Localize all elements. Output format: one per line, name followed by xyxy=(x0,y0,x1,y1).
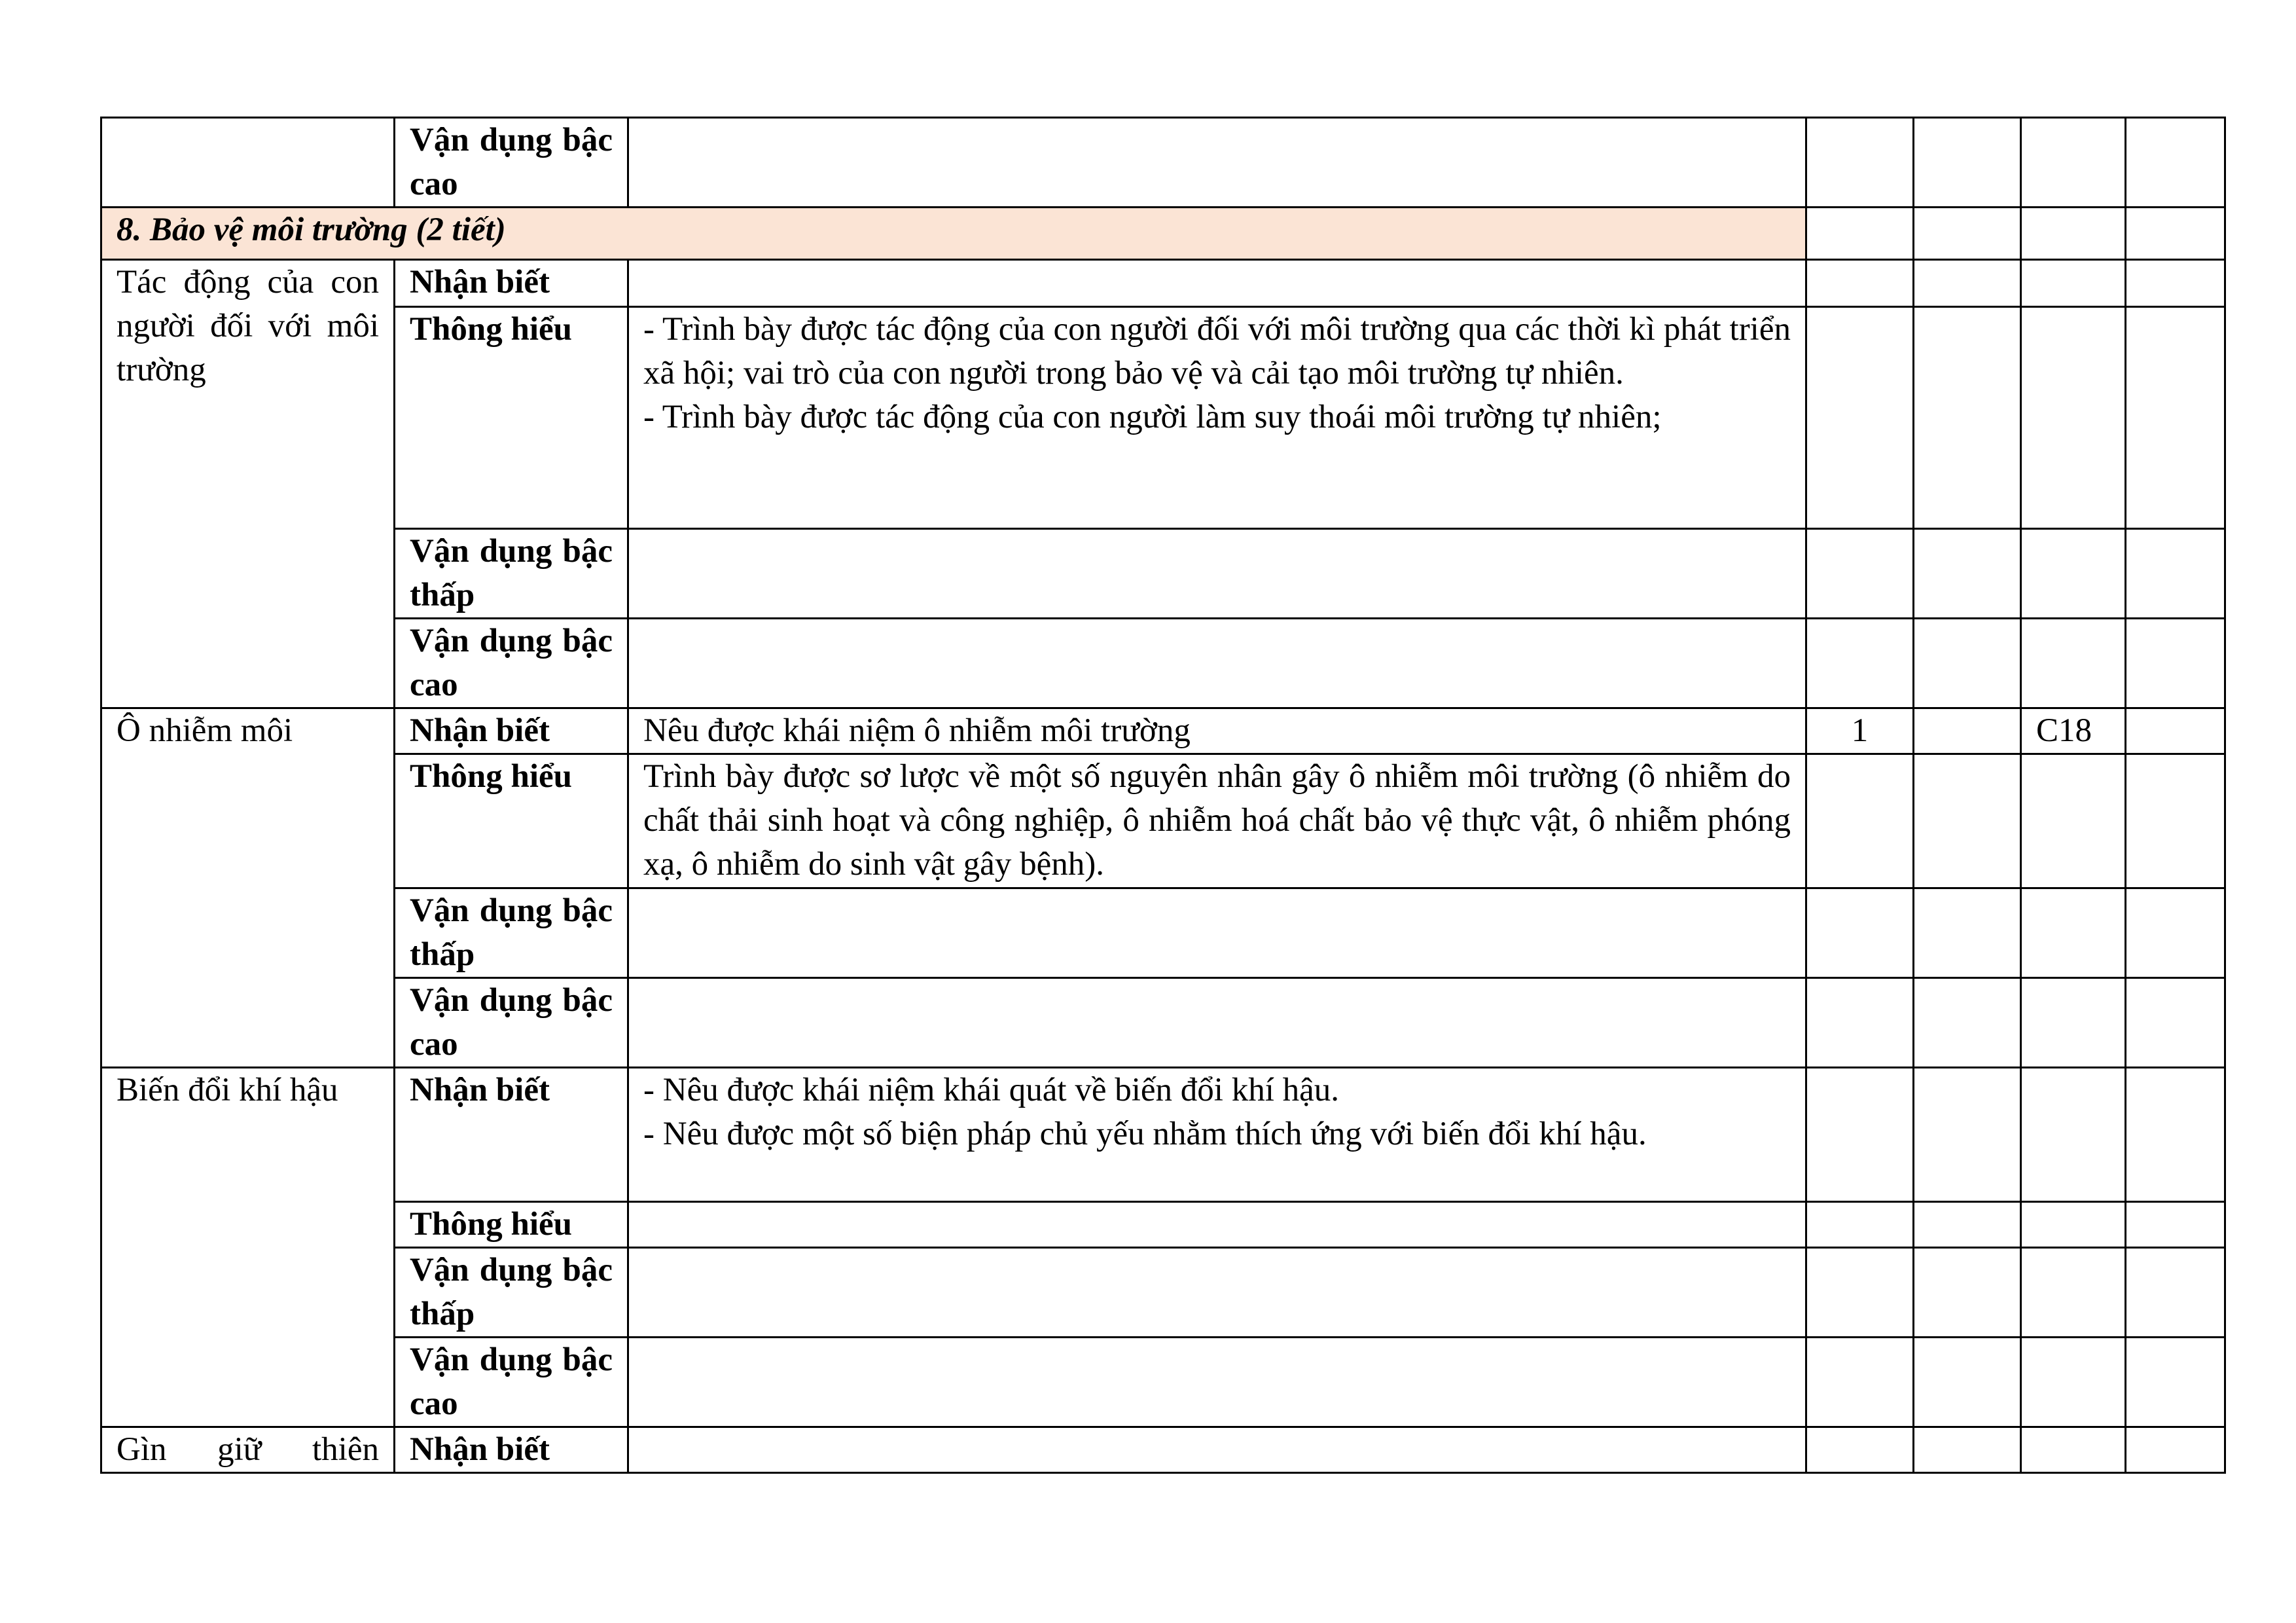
table-row xyxy=(101,1068,2225,1202)
table-row xyxy=(101,754,2225,888)
table-row xyxy=(101,260,2225,307)
count-cell xyxy=(2021,1427,2126,1473)
count-cell xyxy=(2021,1202,2126,1248)
description-cell xyxy=(628,1248,1806,1338)
level-van-dung-cao: Vận dụng bậc cao xyxy=(395,619,628,708)
topic-cell xyxy=(101,118,395,208)
topic-gin-giu: Gìn giữ thiên xyxy=(101,1427,395,1473)
level-nhan-biet: Nhận biết xyxy=(395,1068,628,1202)
description-cell xyxy=(628,1068,1806,1202)
table-row xyxy=(101,1338,2225,1427)
level-van-dung-cao: Vận dụng bậc cao xyxy=(395,118,628,208)
count-cell xyxy=(2021,1248,2126,1338)
count-cell xyxy=(1806,619,1914,708)
count-cell xyxy=(2126,1338,2225,1427)
table-row xyxy=(101,1427,2225,1473)
section-title: 8. Bảo vệ môi trường (2 tiết) xyxy=(101,208,1806,260)
count-cell xyxy=(1806,260,1914,307)
table-row xyxy=(101,529,2225,619)
count-cell xyxy=(1914,208,2021,260)
count-cell xyxy=(2126,978,2225,1068)
description-line: - Trình bày được tác động của con người làm suy thoái môi trường tự nhiên; xyxy=(643,399,1662,435)
count-cell xyxy=(1914,1338,2021,1427)
count-cell xyxy=(2021,260,2126,307)
count-cell xyxy=(1914,1202,2021,1248)
count-cell xyxy=(2126,208,2225,260)
section-row xyxy=(101,208,2225,260)
count-cell xyxy=(2126,1202,2225,1248)
level-thong-hieu: Thông hiểu xyxy=(395,754,628,888)
description-cell: Trình bày được sơ lược về một số nguyên nhân gây ô nhiễm môi trường (ô nhiễm do chất thải sinh hoạt và công nghiệp, ô nhiễm hoá chất bảo vệ thực vật, ô nhiễm phóng xạ, ô nhiễm do sinh vật gây bệnh). xyxy=(628,754,1806,888)
topic-o-nhiem: Ô nhiễm môi xyxy=(101,708,395,1068)
count-cell xyxy=(1806,1068,1914,1202)
count-cell xyxy=(1806,1427,1914,1473)
table-row xyxy=(101,978,2225,1068)
count-cell xyxy=(1914,307,2021,529)
description-cell xyxy=(628,978,1806,1068)
description-line: - Trình bày được tác động của con người đối với môi trường qua các thời kì phát triển xã hội; vai trò của con người trong bảo vệ và cải tạo môi trường tự nhiên. xyxy=(643,311,1791,392)
topic-bien-doi: Biến đổi khí hậu xyxy=(101,1068,395,1427)
count-cell xyxy=(2126,529,2225,619)
count-cell xyxy=(1914,708,2021,754)
count-cell xyxy=(1914,1248,2021,1338)
count-cell xyxy=(2021,1338,2126,1427)
count-cell xyxy=(2021,118,2126,208)
description-cell xyxy=(628,307,1806,529)
count-cell xyxy=(2021,888,2126,978)
description-cell xyxy=(628,529,1806,619)
level-thong-hieu: Thông hiểu xyxy=(395,307,628,529)
topic-tac-dong: Tác động của con người đối với môi trường xyxy=(101,260,395,708)
table-row xyxy=(101,1248,2225,1338)
table-row xyxy=(101,888,2225,978)
level-nhan-biet: Nhận biết xyxy=(395,708,628,754)
count-cell xyxy=(2126,118,2225,208)
table-row xyxy=(101,1202,2225,1248)
count-cell xyxy=(1806,529,1914,619)
level-van-dung-thap: Vận dụng bậc thấp xyxy=(395,1248,628,1338)
count-cell xyxy=(2126,754,2225,888)
count-cell xyxy=(2021,1068,2126,1202)
count-cell xyxy=(2126,1248,2225,1338)
count-cell xyxy=(2126,1427,2225,1473)
count-cell xyxy=(2021,978,2126,1068)
description-cell xyxy=(628,118,1806,208)
level-van-dung-thap: Vận dụng bậc thấp xyxy=(395,888,628,978)
level-van-dung-cao: Vận dụng bậc cao xyxy=(395,978,628,1068)
count-cell xyxy=(2021,529,2126,619)
description-cell: Nêu được khái niệm ô nhiễm môi trường xyxy=(628,708,1806,754)
level-nhan-biet: Nhận biết xyxy=(395,260,628,307)
table-row xyxy=(101,619,2225,708)
count-cell xyxy=(1806,1202,1914,1248)
level-nhan-biet: Nhận biết xyxy=(395,1427,628,1473)
count-cell xyxy=(1806,307,1914,529)
table-row xyxy=(101,118,2225,208)
level-van-dung-cao: Vận dụng bậc cao xyxy=(395,1338,628,1427)
count-cell xyxy=(2126,1068,2225,1202)
count-cell xyxy=(1806,888,1914,978)
count-cell xyxy=(1806,208,1914,260)
description-cell xyxy=(628,1338,1806,1427)
count-cell xyxy=(2021,754,2126,888)
specification-table xyxy=(100,117,2226,1474)
description-cell xyxy=(628,619,1806,708)
count-cell xyxy=(1806,754,1914,888)
count-cell xyxy=(1914,118,2021,208)
question-id: C18 xyxy=(2021,708,2126,754)
count-cell xyxy=(2021,619,2126,708)
count-cell xyxy=(2021,307,2126,529)
count-cell xyxy=(1914,529,2021,619)
description-cell xyxy=(628,1427,1806,1473)
count-cell xyxy=(2126,260,2225,307)
table-row xyxy=(101,708,2225,754)
count-cell xyxy=(1914,754,2021,888)
count-cell xyxy=(1806,118,1914,208)
level-thong-hieu: Thông hiểu xyxy=(395,1202,628,1248)
count-cell xyxy=(2126,888,2225,978)
count-cell xyxy=(1806,978,1914,1068)
count-cell xyxy=(1914,619,2021,708)
description-cell xyxy=(628,888,1806,978)
count-tn: 1 xyxy=(1806,708,1914,754)
count-cell xyxy=(2021,208,2126,260)
description-cell xyxy=(628,260,1806,307)
count-cell xyxy=(1914,888,2021,978)
count-cell xyxy=(1914,1068,2021,1202)
count-cell xyxy=(1806,1338,1914,1427)
count-cell xyxy=(2126,307,2225,529)
description-line: - Nêu được khái niệm khái quát về biến đổi khí hậu. xyxy=(643,1072,1340,1108)
description-line: - Nêu được một số biện pháp chủ yếu nhằm thích ứng với biến đổi khí hậu. xyxy=(643,1116,1647,1152)
count-cell xyxy=(1806,1248,1914,1338)
table-row xyxy=(101,307,2225,529)
description-cell xyxy=(628,1202,1806,1248)
count-cell xyxy=(1914,1427,2021,1473)
count-cell xyxy=(2126,619,2225,708)
count-cell xyxy=(2126,708,2225,754)
count-cell xyxy=(1914,260,2021,307)
count-cell xyxy=(1914,978,2021,1068)
level-van-dung-thap: Vận dụng bậc thấp xyxy=(395,529,628,619)
